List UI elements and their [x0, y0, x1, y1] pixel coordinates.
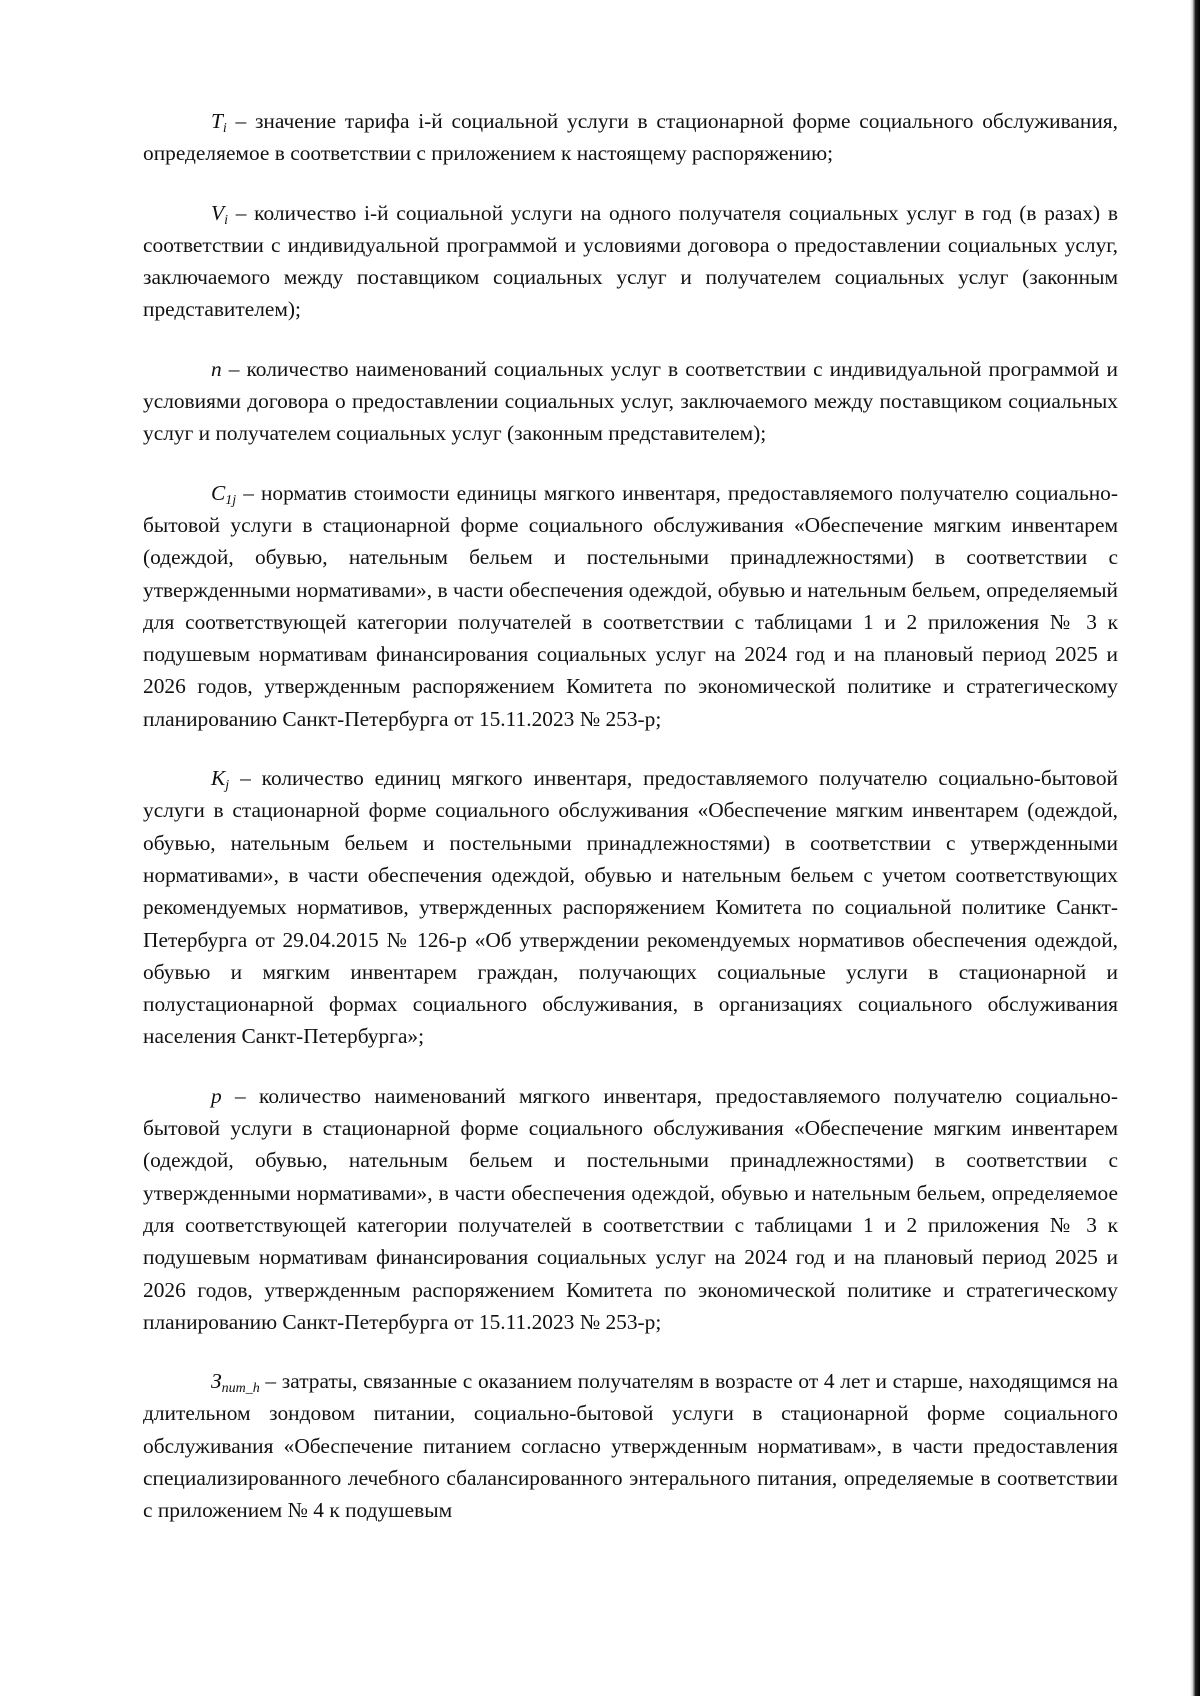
definition-symbol: $З_{пит\_h}$: [211, 1369, 260, 1397]
definition-text: – количество i-й социальной услуги на одного получателя социальных услуг в год (в разах) в соответствии с индивидуальной программой и условиями договора о предоставлении социальных услуг, заключаемого между поставщиком социальных услуг и получателем социальных услуг (законным представителем);: [143, 200, 1118, 322]
definition-text: – норматив стоимости единицы мягкого инвентаря, предоставляемого получателю социально-бытовой услуги в стационарной форме социального обслуживания «Обеспечение мягким инвентарем (одеждой, обувью, нательным бельем и постельными принадлежностями) в соответствии с утвержденными нормативами», в части обеспечения одеждой, обувью и нательным бельем, определяемый для соответствующей категории получателей в соответствии с таблицами 1 и 2 приложения № 3 к подушевым нормативам финансирования социальных услуг на 2024 год и на плановый период 2025 и 2026 годов, утвержденным распоряжением Комитета по экономической политике и стратегическому планированию Санкт-Петербурга от 15.11.2023 № 253-р;: [143, 480, 1118, 731]
definition-inventory-items: [143, 1080, 1118, 1338]
definition-symbol: $K_j$: [211, 766, 230, 794]
definition-text: – количество наименований мягкого инвентаря, предоставляемого получателю социально-бытовой услуги в стационарной форме социального обслуживания «Обеспечение мягким инвентарем (одеждой, обувью, нательным бельем и постельными принадлежностями) в соответствии с утвержденными нормативами», в части обеспечения одеждой, обувью и нательным бельем, определяемое для соответствующей категории получателей в соответствии с таблицами 1 и 2 приложения № 3 к подушевым нормативам финансирования социальных услуг на 2024 год и на плановый период 2025 и 2026 годов, утвержденным распоряжением Комитета по экономической политике и стратегическому планированию Санкт-Петербурга от 15.11.2023 № 253-р;: [143, 1083, 1118, 1334]
definition-text: – количество наименований социальных услуг в соответствии с индивидуальной программой и условиями договора о предоставлении социальных услуг, заключаемого между поставщиком социальных услуг и получателем социальных услуг (законным представителем);: [143, 356, 1118, 446]
definition-tariff: [143, 105, 1118, 170]
definition-nutrition-costs: [143, 1365, 1118, 1526]
definition-symbol: $C_{1j}$: [211, 480, 237, 508]
document-body: [143, 105, 1118, 1554]
definition-text: – затраты, связанные с оказанием получателям в возрасте от 4 лет и старше, находящимся на длительном зондовом питании, социально-бытовой услуги в стационарной форме социального обслуживания «Обеспечение питанием согласно утвержденным нормативам», в части предоставления специализированного лечебного сбалансированного энтерального питания, определяемые в соответствии с приложением № 4 к подушевым: [143, 1369, 1118, 1523]
definition-symbol: n: [211, 356, 222, 381]
definition-text: – количество единиц мягкого инвентаря, предоставляемого получателю социально-бытовой услуги в стационарной форме социального обслуживания «Обеспечение мягким инвентарем (одеждой, обувью, нательным бельем и постельными принадлежностями) в соответствии с утвержденными нормативами», в части обеспечения одеждой, обувью и нательным бельем с учетом соответствующих рекомендуемых нормативов, утвержденных распоряжением Комитета по социальной политике Санкт-Петербурга от 29.04.2015 № 126-р «Об утверждении рекомендуемых нормативов обеспечения одеждой, обувью и мягким инвентарем граждан, получающих социальные услуги в стационарной и полустационарной формах социального обслуживания, в организациях социального обслуживания населения Санкт-Петербурга»;: [143, 766, 1118, 1049]
definition-text: – значение тарифа i-й социальной услуги в стационарной форме социального обслуживания, определяемое в соответствии с приложением к настоящему распоряжению;: [143, 109, 1118, 166]
definition-symbol: p: [211, 1083, 222, 1108]
definition-service-quantity: [143, 197, 1118, 326]
scan-edge-shadow: [1190, 0, 1200, 1696]
definition-inventory-cost: [143, 477, 1118, 735]
definition-inventory-units: [143, 762, 1118, 1053]
definition-symbol: $V_i$: [211, 200, 228, 228]
definition-service-count: [143, 353, 1118, 450]
definition-symbol: $T_i$: [211, 109, 227, 136]
